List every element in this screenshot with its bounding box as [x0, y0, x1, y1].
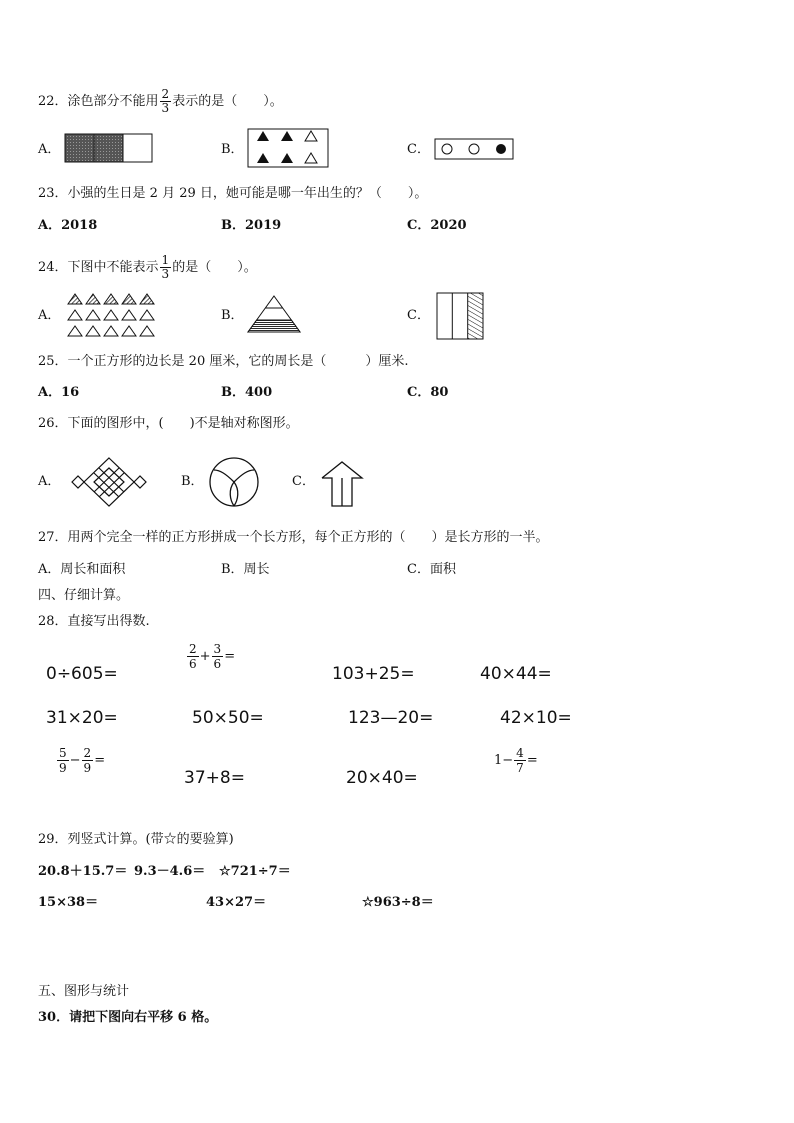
q29-calc-6: ☆963÷8＝ — [362, 895, 434, 910]
q29-calc-4: 15×38＝ — [38, 895, 99, 910]
q27-stem: 27．用两个完全一样的正方形拼成一个长方形，每个正方形的（ ）是长方形的一半。 — [38, 530, 549, 545]
q24a-triangle — [68, 310, 82, 320]
q28-e2-den2: 6 — [213, 657, 222, 671]
q22-option-b-label: B． — [221, 142, 244, 157]
q26-option-b-label: B． — [181, 474, 204, 489]
q22c-circle — [469, 144, 479, 154]
q22-text-post: 表示的是（ ）。 — [172, 93, 283, 109]
q28-expr-11: 20×40= — [346, 768, 418, 788]
q26-stem: 26．下面的图形中，( )不是轴对称图形。 — [38, 416, 299, 431]
q24-option-b-label: B． — [221, 308, 244, 323]
q24c-shaded-strip — [468, 293, 483, 339]
q24a-triangle — [140, 326, 154, 336]
q28-expr-10: 37+8= — [184, 768, 245, 788]
section-4-heading: 四、仔细计算。 — [38, 588, 130, 603]
q28-e9-den2: 9 — [83, 761, 92, 775]
q24a-triangle — [140, 294, 154, 304]
q24-frac-num: 1 — [161, 253, 170, 267]
q26-figure-b-circle — [208, 456, 260, 508]
q22a-empty-part — [123, 134, 152, 162]
q26-option-c-label: C． — [292, 474, 315, 489]
q26-option-a-label: A． — [38, 474, 61, 489]
q28-expr-7: 123—20= — [348, 708, 434, 728]
q23-option-b: B．2019 — [221, 218, 282, 233]
q24a-triangle — [104, 326, 118, 336]
q28-expr-2 — [186, 642, 235, 671]
q28-e12-eq: = — [526, 753, 538, 768]
q24a-triangle — [104, 294, 118, 304]
q22-figure-b — [247, 128, 329, 168]
q24a-triangle — [68, 294, 82, 304]
q28-e12-pre: 1− — [494, 753, 514, 768]
q22-figure-c — [434, 138, 514, 160]
q22-frac-den: 3 — [161, 101, 170, 115]
q28-e2-num2: 3 — [213, 642, 222, 656]
q24a-triangle — [122, 310, 136, 320]
q24-option-c-label: C． — [407, 308, 430, 323]
q24a-triangle — [86, 326, 100, 336]
q22c-circle — [442, 144, 452, 154]
q28-e9-op: − — [69, 753, 81, 768]
q22-fraction — [160, 88, 172, 115]
q24-stem — [38, 254, 257, 281]
q30-stem: 30．请把下图向右平移 6 格。 — [38, 1010, 218, 1025]
q28-e9-den1: 9 — [59, 761, 67, 775]
q26-figure-c-arrow — [320, 460, 366, 508]
q22-frac-num: 2 — [161, 87, 170, 101]
q29-calc-5: 43×27＝ — [206, 895, 267, 910]
q28-e2-num1: 2 — [189, 642, 197, 656]
q24a-triangle — [86, 294, 100, 304]
q28-expr-8: 42×10= — [500, 708, 572, 728]
q24a-triangle — [122, 326, 136, 336]
q24-text-pre: 24．下图中不能表示 — [38, 259, 159, 275]
q24a-triangle — [104, 310, 118, 320]
q25-option-c: C．80 — [407, 385, 449, 400]
q28-e2-den1: 6 — [189, 657, 197, 671]
q23-option-c: C．2020 — [407, 218, 467, 233]
q24-figure-b — [246, 294, 302, 334]
q29-calc-2: 9.3－4.6＝ — [134, 864, 206, 879]
q28-e12-num: 4 — [516, 746, 524, 760]
q24-figure-a — [66, 292, 158, 340]
q28-e9-eq: = — [94, 753, 106, 768]
q24b-shaded-band — [248, 320, 300, 332]
q24-frac-den: 3 — [161, 267, 170, 281]
section-5-heading: 五、图形与统计 — [38, 984, 130, 999]
q26-figure-a-knot — [68, 456, 150, 508]
q28-expr-6: 50×50= — [192, 708, 264, 728]
q28-expr-5: 31×20= — [46, 708, 118, 728]
q28-expr-12 — [494, 746, 538, 775]
q22-figure-a — [64, 133, 154, 163]
q22-option-c-label: C． — [407, 142, 430, 157]
q24a-triangle — [68, 326, 82, 336]
q22-text-pre: 22．涂色部分不能用 — [38, 93, 159, 109]
q28-expr-9 — [56, 746, 105, 775]
q28-expr-4: 40×44= — [480, 664, 552, 684]
q28-e12-den: 7 — [516, 761, 524, 775]
q23-option-a: A．2018 — [38, 218, 98, 233]
q28-e9-num1: 5 — [59, 746, 67, 760]
q28-stem: 28．直接写出得数. — [38, 614, 150, 629]
q25-option-a: A．16 — [38, 385, 80, 400]
q27-option-c: C．面积 — [407, 562, 456, 577]
q28-e9-num2: 2 — [83, 746, 92, 760]
q29-calc-3: ☆721÷7＝ — [219, 864, 291, 879]
q27-option-a: A．周长和面积 — [38, 562, 126, 577]
q24-text-post: 的是（ ）。 — [172, 259, 257, 275]
q24a-triangle — [140, 310, 154, 320]
q25-stem: 25．一个正方形的边长是 20 厘米，它的周长是（ ）厘米. — [38, 354, 409, 369]
q24a-triangle — [122, 294, 136, 304]
q24-fraction — [160, 254, 172, 281]
q23-stem: 23．小强的生日是 2 月 29 日，她可能是哪一年出生的？（ ）。 — [38, 186, 428, 201]
q24-figure-c — [436, 292, 484, 340]
q28-e2-eq: = — [224, 649, 236, 664]
q28-expr-3: 103+25= — [332, 664, 415, 684]
q24-option-a-label: A． — [38, 308, 61, 323]
q22-option-a-label: A． — [38, 142, 61, 157]
q27-option-b: B．周长 — [221, 562, 270, 577]
q24a-triangle — [86, 310, 100, 320]
q25-option-b: B．400 — [221, 385, 273, 400]
q22-stem — [38, 88, 283, 115]
q22c-circle — [496, 144, 506, 154]
q28-e2-op: + — [199, 649, 211, 664]
q29-calc-1: 20.8＋15.7＝ — [38, 864, 128, 879]
q29-stem: 29．列竖式计算。(带☆的要验算) — [38, 832, 234, 847]
q28-expr-1: 0÷605= — [46, 664, 118, 684]
